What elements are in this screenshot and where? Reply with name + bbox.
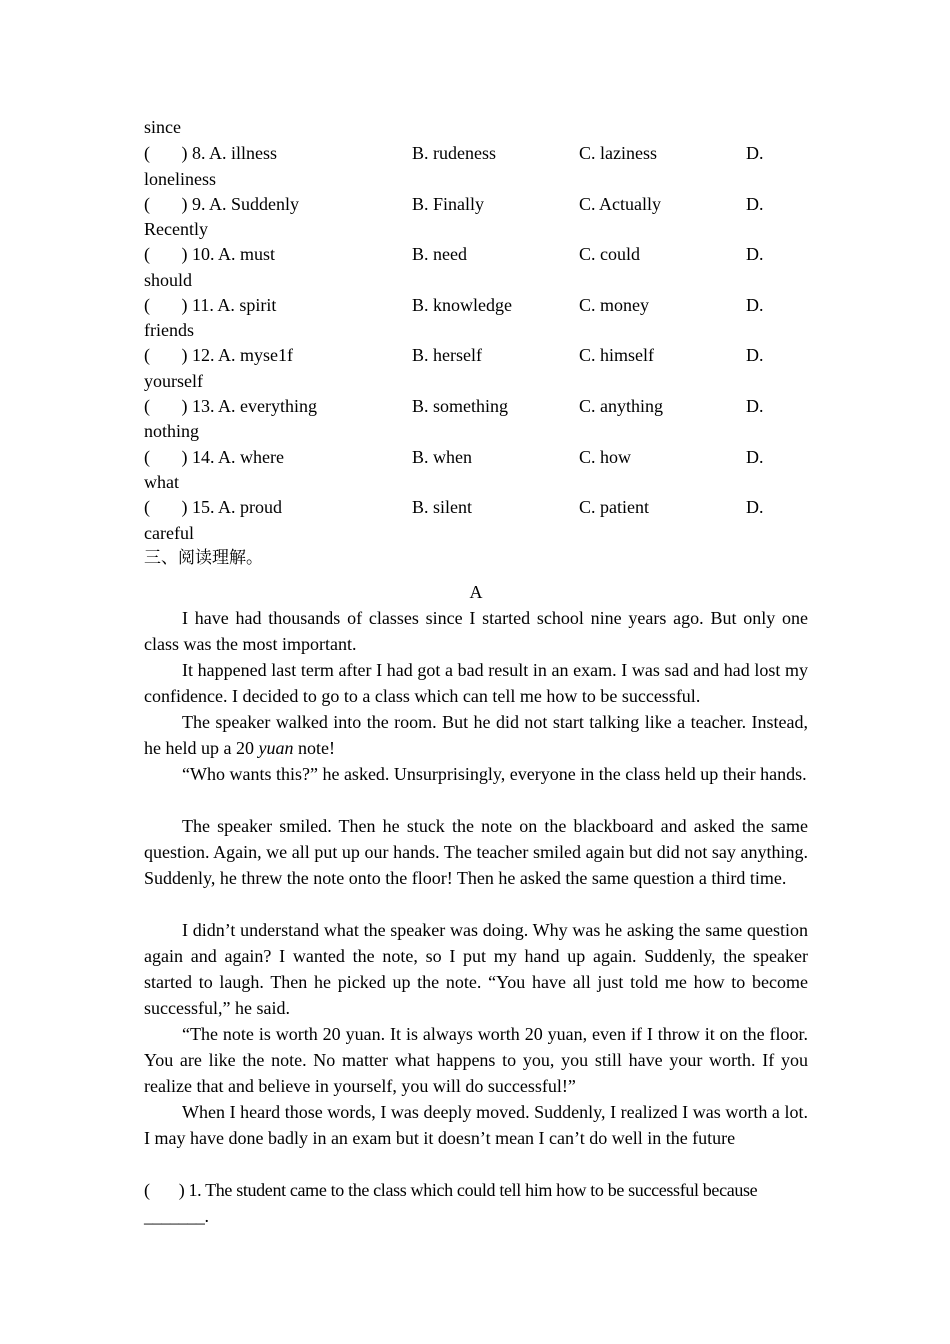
question-8-option-c: C. laziness bbox=[579, 143, 657, 163]
paragraph-1: I have had thousands of classes since I started school nine years ago. But only one class was the most important. bbox=[144, 608, 808, 654]
question-11-option-d-word: friends bbox=[144, 320, 194, 340]
question-13-option-d-word: nothing bbox=[144, 421, 200, 441]
question-15-option-d: D. bbox=[746, 497, 764, 517]
question-8-option-d: D. bbox=[746, 143, 764, 163]
top-fragment: since bbox=[144, 117, 181, 137]
paragraph-3-currency: yuan bbox=[258, 738, 294, 758]
question-9-option-d-word: Recently bbox=[144, 219, 208, 239]
question-14-option-c: C. how bbox=[579, 447, 632, 467]
question-10-option-b: B. need bbox=[412, 244, 467, 264]
question-14-row bbox=[144, 444, 808, 470]
question-8-option-b: B. rudeness bbox=[412, 143, 496, 163]
question-10-option-d: D. bbox=[746, 244, 764, 264]
question-10-option-c: C. could bbox=[579, 244, 640, 264]
question-11-option-b: B. knowledge bbox=[412, 295, 512, 315]
reading-question-1-stem: ( ) 1. The student came to the class which could tell him how to be successful because bbox=[144, 1180, 758, 1200]
question-11-row bbox=[144, 292, 808, 318]
question-12-option-d: D. bbox=[746, 345, 764, 365]
paragraph-4: “Who wants this?” he asked. Unsurprisingly, everyone in the class held up their hands. bbox=[182, 764, 807, 784]
question-13-option-d: D. bbox=[746, 396, 764, 416]
question-15-option-b: B. silent bbox=[412, 497, 473, 517]
question-11-option-a: ( ) 11. A. spirit bbox=[144, 295, 277, 315]
passage-label: A bbox=[469, 582, 483, 602]
paragraph-2: It happened last term after I had got a bad result in an exam. I was sad and had lost my confidence. I decided to go to a class which can tell me how to be successful. bbox=[144, 660, 808, 706]
question-8-option-d-word: loneliness bbox=[144, 169, 216, 189]
question-12-option-d-word: yourself bbox=[144, 371, 203, 391]
paragraph-6: I didn’t understand what the speaker was doing. Why was he asking the same question again and again? I wanted the note, so I put my hand up again. Suddenly, the speaker started to laugh. Then he picked up the note. “You have all just told me how to become successful,” he said. bbox=[144, 920, 808, 1018]
question-13-option-a: ( ) 13. A. everything bbox=[144, 396, 317, 416]
question-13-option-c: C. anything bbox=[579, 396, 663, 416]
paragraph-7: “The note is worth 20 yuan. It is always worth 20 yuan, even if I throw it on the floor. You are like the note. No matter what happens to you, you still have your worth. If you realize that and believe in yourself, you will do successful!” bbox=[144, 1024, 808, 1096]
question-13-row bbox=[144, 393, 808, 419]
question-14-option-a: ( ) 14. A. where bbox=[144, 447, 284, 467]
question-12-option-c: C. himself bbox=[579, 345, 654, 365]
question-14-option-b: B. when bbox=[412, 447, 472, 467]
question-15-row bbox=[144, 494, 808, 520]
reading-question-1 bbox=[144, 1177, 808, 1229]
paragraph-3-tail: note! bbox=[293, 738, 335, 758]
paragraph-5: The speaker smiled. Then he stuck the note on the blackboard and asked the same question. Again, we all put up our hands. The teacher smiled again but did not say anything. Suddenly, he threw the note onto the floor! Then he asked the same question a third time. bbox=[144, 816, 808, 888]
question-14-option-d-word: what bbox=[144, 472, 179, 492]
question-9-option-d: D. bbox=[746, 194, 764, 214]
question-14-option-d: D. bbox=[746, 447, 764, 467]
question-12-option-a: ( ) 12. A. myse1f bbox=[144, 345, 293, 365]
question-12-row bbox=[144, 342, 808, 368]
question-9-row bbox=[144, 191, 808, 217]
question-10-row bbox=[144, 241, 808, 267]
question-15-option-a: ( ) 15. A. proud bbox=[144, 497, 282, 517]
question-12-option-b: B. herself bbox=[412, 345, 482, 365]
question-8-option-a: ( ) 8. A. illness bbox=[144, 143, 277, 163]
question-11-option-c: C. money bbox=[579, 295, 649, 315]
question-15-option-d-word: careful bbox=[144, 523, 194, 543]
question-9-option-b: B. Finally bbox=[412, 194, 485, 214]
question-13-option-b: B. something bbox=[412, 396, 509, 416]
question-9-option-c: C. Actually bbox=[579, 194, 661, 214]
question-10-option-a: ( ) 10. A. must bbox=[144, 244, 276, 264]
question-10-option-d-word: should bbox=[144, 270, 193, 290]
question-9-option-a: ( ) 9. A. Suddenly bbox=[144, 194, 299, 214]
paragraph-3 bbox=[144, 709, 808, 761]
question-8-row bbox=[144, 140, 808, 166]
paragraph-8: When I heard those words, I was deeply moved. Suddenly, I realized I was worth a lot. I may have done badly in an exam but it doesn’t mean I can’t do well in the future bbox=[144, 1102, 808, 1148]
question-11-option-d: D. bbox=[746, 295, 764, 315]
paragraph-3-text: The speaker walked into the room. But he did not start talking like a teacher. Instead, he held up a 20 bbox=[144, 712, 808, 758]
section-title: 三、阅读理解。 bbox=[144, 548, 263, 568]
question-15-option-c: C. patient bbox=[579, 497, 649, 517]
reading-question-1-blank: _______. bbox=[144, 1206, 209, 1226]
